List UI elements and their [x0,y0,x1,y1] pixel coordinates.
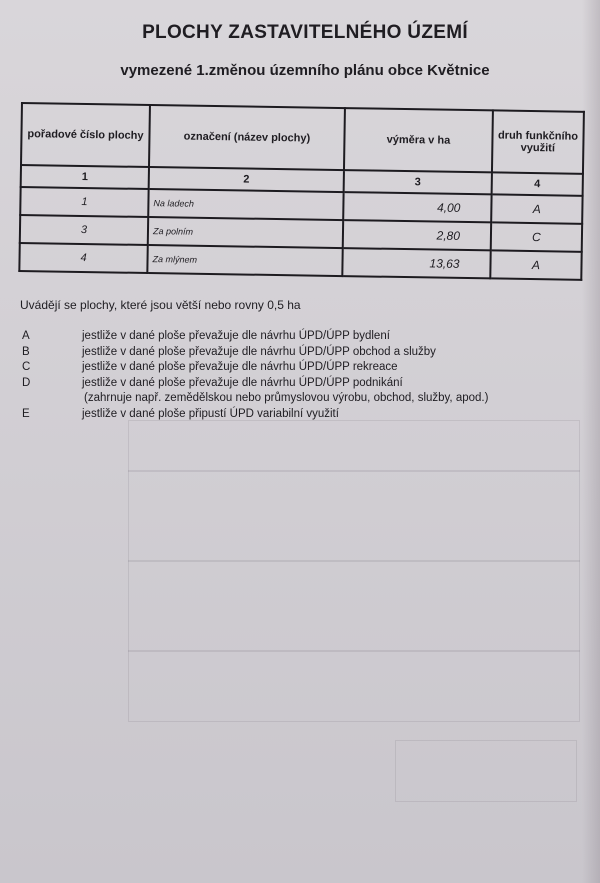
legend-item [22,361,542,377]
legend-key: E [22,407,30,420]
column-number: 1 [21,165,149,189]
legend-item [22,346,542,362]
legend-text: jestliže v dané ploše převažuje dle návrhu ÚPD/ÚPP rekreace [82,361,398,373]
show-through-line [128,470,580,472]
cell-type: A [490,250,581,279]
cell-order: 4 [19,243,147,273]
cell-area: 13,63 [342,248,490,278]
size-note: Uvádějí se plochy, které jsou větší nebo rovny 0,5 ha [20,298,301,312]
legend-item [22,330,542,346]
column-number: 3 [344,170,492,194]
legend-text: jestliže v dané ploše převažuje dle návrhu ÚPD/ÚPP obchod a služby [82,345,436,358]
column-number: 4 [492,172,583,195]
show-through-line [128,560,580,562]
header-area: výměra v ha [344,108,493,172]
legend-key: D [22,376,31,389]
header-order: pořadové číslo plochy [21,103,150,167]
cell-order: 3 [20,215,148,245]
legend-subnote-text: (zahrnuje např. zemědělskou nebo průmyslovou výrobu, obchod, služby, apod.) [84,392,489,404]
legend-key: A [22,330,30,342]
legend-text: jestliže v dané ploše připustí ÚPD variabilní využití [82,407,339,420]
header-type: druh funkčního využití [492,110,584,173]
header-name: označení (název plochy) [149,105,345,170]
legend-item [22,377,542,393]
legend-text: jestliže v dané ploše převažuje dle návrhu ÚPD/ÚPP podnikání [82,376,403,389]
cell-name: Za polním [148,217,343,248]
page-title: PLOCHY ZASTAVITELNÉHO ÚZEMÍ [142,22,468,43]
page-fold-shadow [582,0,600,883]
show-through-table [128,420,580,722]
legend-key: C [22,361,31,373]
cell-order: 1 [20,187,148,217]
cell-type: C [491,222,582,251]
legend-key: B [22,345,30,358]
legend-text: jestliže v dané ploše převažuje dle návrhu ÚPD/ÚPP bydlení [82,330,390,342]
cell-name: Na ladech [148,189,343,220]
page-subtitle: vymezené 1.změnou územního plánu obce Květnice [120,62,490,79]
table-header-row [21,103,584,174]
cell-area: 2,80 [343,220,491,250]
column-number: 2 [149,167,344,192]
legend-item [22,408,542,424]
legend-subnote [22,392,542,408]
cell-type: A [491,194,582,223]
legend-list [22,330,542,423]
show-through-box [395,740,577,802]
areas-table [18,102,585,281]
cell-area: 4,00 [343,192,491,222]
show-through-line [128,650,580,652]
cell-name: Za mlýnem [147,245,342,276]
